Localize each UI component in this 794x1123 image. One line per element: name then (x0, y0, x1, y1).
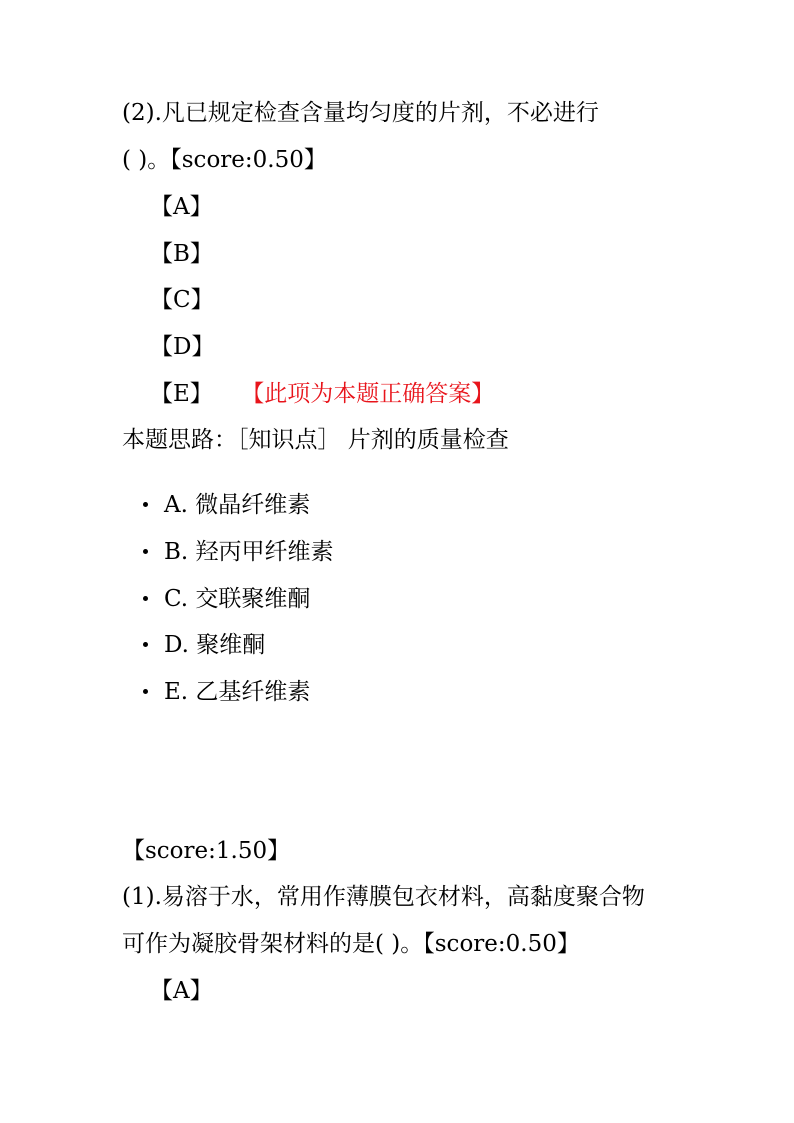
list-item (143, 537, 334, 567)
list-item (143, 677, 310, 707)
choice-label: D. 聚维酮 (164, 632, 266, 658)
option-d: 【D】 (150, 334, 215, 360)
option-a: 【A】 (150, 978, 213, 1004)
option-b: 【B】 (150, 241, 213, 267)
option-c: 【C】 (150, 287, 214, 313)
correct-answer-note: 【此项为本题正确答案】 (252, 381, 495, 407)
option-e-row (150, 379, 494, 409)
question-2-stem-line2: ( )。【score:0.50】 (122, 147, 327, 173)
bullet-icon (143, 502, 148, 507)
option-a: 【A】 (150, 194, 213, 220)
choice-label: E. 乙基纤维素 (164, 679, 311, 705)
group-score: 【score:1.50】 (122, 838, 291, 864)
choice-label: B. 羟丙甲纤维素 (164, 539, 334, 565)
explanation: 本题思路：［知识点］ 片剂的质量检查 (122, 427, 509, 453)
question-2-stem-line1: (2).凡已规定检查含量均匀度的片剂，不必进行 (122, 100, 599, 126)
choice-label: A. 微晶纤维素 (164, 492, 311, 518)
question-1-stem-line1: (1).易溶于水，常用作薄膜包衣材料，高黏度聚合物 (122, 884, 645, 910)
list-item (143, 490, 310, 520)
option-e: 【E】 (150, 381, 213, 407)
bullet-icon (143, 642, 148, 647)
bullet-icon (143, 549, 148, 554)
list-item (143, 584, 310, 614)
bullet-icon (143, 596, 148, 601)
question-1-stem-line2: 可作为凝胶骨架材料的是( )。【score:0.50】 (122, 931, 580, 957)
list-item (143, 630, 265, 660)
bullet-icon (143, 689, 148, 694)
choice-label: C. 交联聚维酮 (164, 586, 311, 612)
